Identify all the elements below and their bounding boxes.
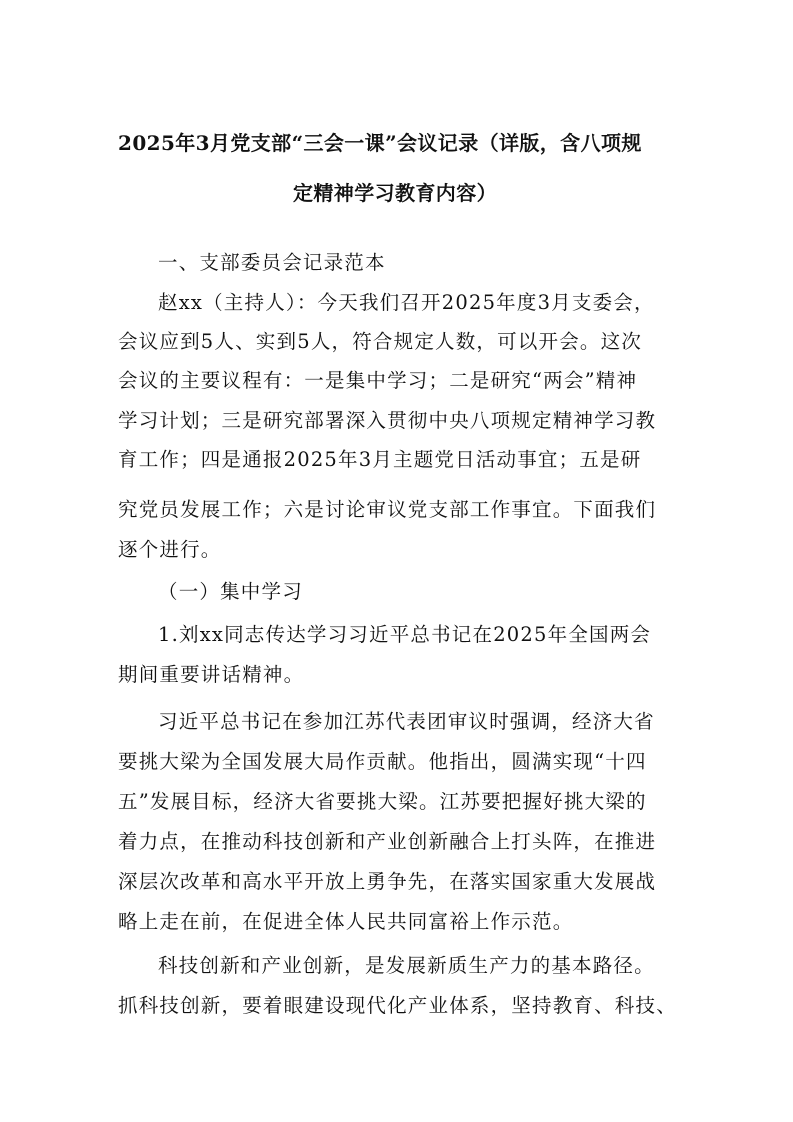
- paragraph-line: 要挑大梁为全国发展大局作贡献。他指出，圆满实现“十四: [118, 750, 647, 773]
- paragraph-line: 赵xx（主持人）：今天我们召开2025年度3月支委会，: [158, 291, 655, 314]
- document-title-line-2: 定精神学习教育内容）: [293, 181, 497, 205]
- paragraph-line: 学习计划；三是研究部署深入贯彻中央八项规定精神学习教: [118, 409, 657, 432]
- paragraph-line: 会议应到5人、实到5人，符合规定人数，可以开会。这次: [118, 330, 643, 353]
- paragraph-line: 究党员发展工作；六是讨论审议党支部工作事宜。下面我们: [118, 498, 657, 521]
- paragraph-line: 抓科技创新，要着眼建设现代化产业体系，坚持教育、科技、: [118, 994, 677, 1017]
- paragraph-line: 科技创新和产业创新，是发展新质生产力的基本路径。: [158, 954, 655, 977]
- paragraph-line: 逐个进行。: [118, 538, 222, 561]
- paragraph-line: 会议的主要议程有：一是集中学习；二是研究“两会”精神: [118, 369, 638, 392]
- subsection-heading: （一）集中学习: [158, 580, 303, 603]
- paragraph-line: 着力点，在推动科技创新和产业创新融合上打头阵，在推进: [118, 830, 657, 853]
- paragraph-line: 深层次改革和高水平开放上勇争先，在落实国家重大发展战: [118, 870, 657, 893]
- paragraph-line: 1.刘xx同志传达学习习近平总书记在2025年全国两会: [158, 623, 652, 646]
- document-title-line-1: 2025年3月党支部“三会一课”会议记录（详版，含八项规: [118, 131, 642, 155]
- paragraph-line: 期间重要讲话精神。: [118, 663, 305, 686]
- paragraph-line: 习近平总书记在参加江苏代表团审议时强调，经济大省: [158, 710, 655, 733]
- paragraph-line: 略上走在前，在促进全体人民共同富裕上作示范。: [118, 910, 574, 933]
- paragraph-line: 五”发展目标，经济大省要挑大梁。江苏要把握好挑大梁的: [118, 790, 647, 813]
- section-heading: 一、支部委员会记录范本: [158, 251, 386, 274]
- paragraph-line: 育工作；四是通报2025年3月主题党日活动事宜；五是研: [118, 448, 642, 471]
